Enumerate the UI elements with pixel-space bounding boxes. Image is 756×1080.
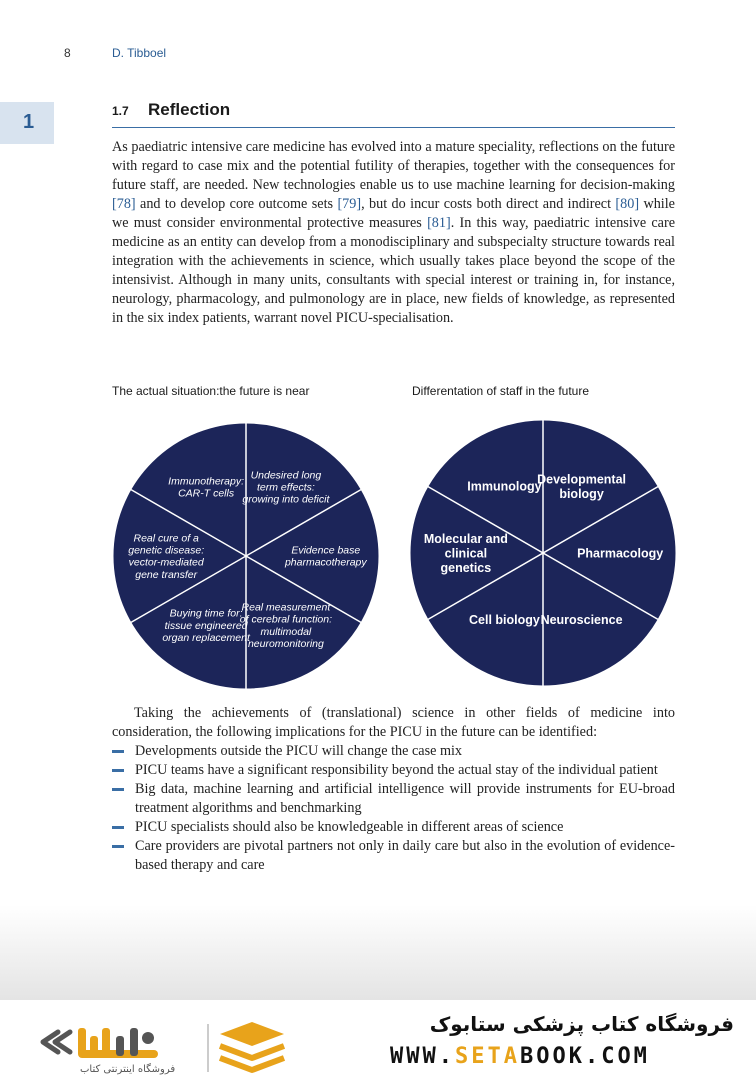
left-segment-label: Real measurement of cerebral function: multimodal neuromonitoring xyxy=(239,601,333,650)
right-segment-label: Developmental biology xyxy=(537,472,627,501)
list-item: Care providers are pivotal partners not only in daily care but also in the evolution of evidence-based therapy and care xyxy=(112,837,675,875)
bullet-marker xyxy=(112,769,124,772)
list-item: Big data, machine learning and artificial intelligence will provide instruments for EU-broad treatment algorithms and benchmarking xyxy=(112,780,675,818)
chapter-number: 1 xyxy=(23,111,35,133)
figure-left-caption: The actual situation:the future is near xyxy=(112,384,310,398)
book-stack-icon xyxy=(220,1022,284,1070)
right-segment-label: Immunology xyxy=(467,479,542,494)
figure-diagram xyxy=(100,410,700,700)
left-segment-label: Real cure of a genetic disease: vector-mediated gene transfer xyxy=(128,532,205,581)
section-number: 1.7 xyxy=(112,104,129,118)
right-segment-label: Molecular and clinical genetics xyxy=(423,532,508,575)
left-segment-label: Buying time for: tissue engineered organ replacement xyxy=(162,607,250,644)
logo-wordmark-icon xyxy=(78,1028,158,1058)
right-segment-label: Pharmacology xyxy=(577,546,664,561)
list-item: Developments outside the PICU will change the case mix xyxy=(112,742,675,761)
section-heading xyxy=(112,99,675,128)
list-item: PICU specialists should also be knowledgeable in different areas of science xyxy=(112,818,675,837)
citation-79[interactable]: [79] xyxy=(337,196,362,212)
page-number: 8 xyxy=(64,46,71,60)
citation-81[interactable]: [81] xyxy=(427,215,451,231)
bullet-marker xyxy=(112,845,124,848)
left-circle-diagram xyxy=(113,423,379,689)
logo-chevron-icon xyxy=(43,1032,70,1052)
citation-78[interactable]: [78] xyxy=(112,196,136,212)
right-segment-label: Cell biology xyxy=(469,613,540,628)
running-header-author: D. Tibboel xyxy=(112,46,167,60)
bullet-marker xyxy=(112,750,124,753)
figure-right-caption: Differentation of staff in the future xyxy=(412,384,589,398)
setabook-logo[interactable] xyxy=(38,1014,288,1078)
list-item: PICU teams have a significant responsibility beyond the actual stay of the individual patient xyxy=(112,761,675,780)
left-segment-label: Undesired long term effects: growing into deficit xyxy=(242,469,330,506)
page-bottom-fade xyxy=(0,905,756,1000)
logo-subtitle: فروشگاه اینترنتی کتاب xyxy=(80,1064,176,1075)
bullet-marker xyxy=(112,788,124,791)
store-title: فروشگاه کتاب پزشکی ستابوک xyxy=(429,1012,734,1036)
body-paragraph-1: As paediatric intensive care medicine has evolved into a mature speciality, reflections on the future with regard to case mix and the potential futility of therapies, together with the consequences for future staff, are needed. New technologies enable us to use machine learning for decision-making [78] and to develop core outcome sets [79], but do incur costs both direct and indirect [80] while we must consider environmental protective measures [81]. In this way, paediatric intensive care medicine as an entity can develop from a monodisciplinary and subspecialty structure towards real integration with the achievements in science, which usually takes place beyond the scope of the intensivist. Although in many units, consultants with special interest or training in, for instance, neurology, pharmacology, and pulmonology are in place, new fields of knowledge, as represented in the six index patients, warrant novel PICU-specialisation. xyxy=(112,139,675,326)
citation-80[interactable]: [80] xyxy=(615,196,640,212)
implications-list xyxy=(112,742,675,875)
right-segment-label: Neuroscience xyxy=(540,613,623,628)
left-segment-label: Immunotherapy: CAR-T cells xyxy=(168,475,245,500)
store-website[interactable]: WWW.SETABOOK.COM xyxy=(390,1044,650,1069)
chapter-tab xyxy=(0,102,54,144)
left-segment-label: Evidence base pharmacotherapy xyxy=(284,544,367,569)
body-paragraph-2: Taking the achievements of (translational) science in other fields of medicine into consideration, the following implications for the PICU in the future can be identified: xyxy=(112,705,675,740)
store-footer xyxy=(0,1000,756,1080)
bullet-marker xyxy=(112,826,124,829)
right-circle-diagram xyxy=(410,420,676,686)
section-title: Reflection xyxy=(148,100,231,119)
